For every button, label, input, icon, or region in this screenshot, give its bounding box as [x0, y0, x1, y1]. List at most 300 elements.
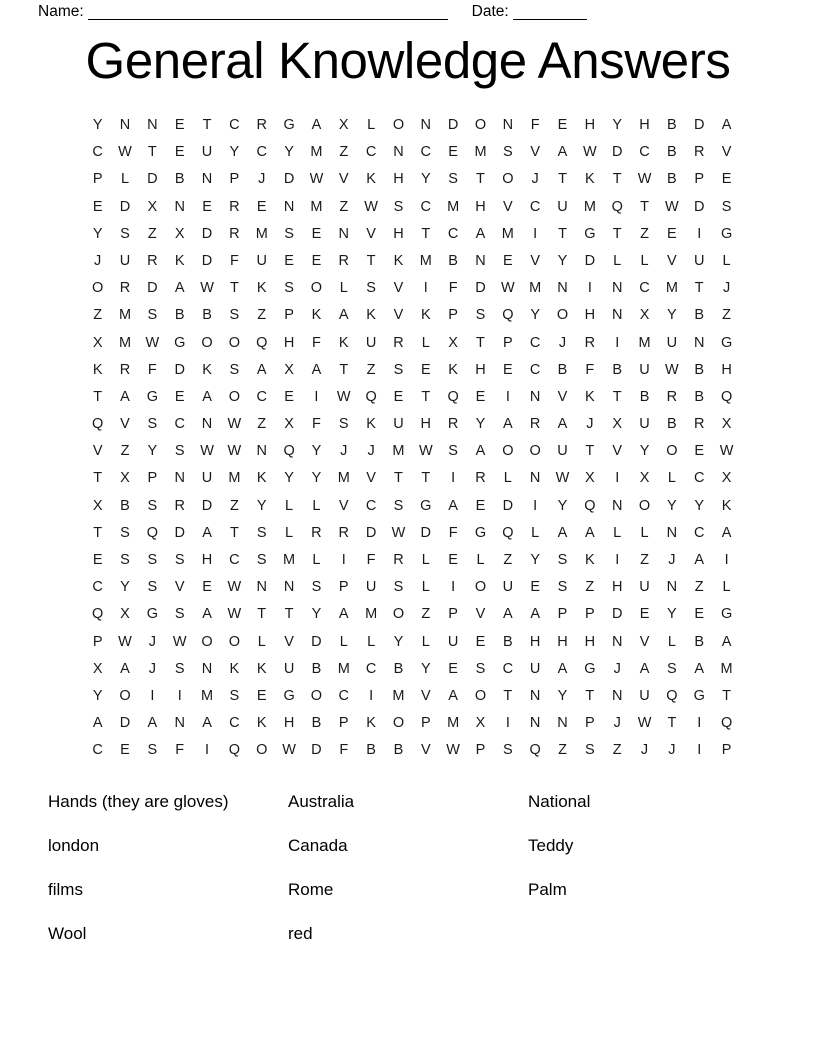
grid-cell[interactable]: W	[145, 334, 160, 351]
grid-cell[interactable]: W	[227, 579, 242, 596]
grid-cell[interactable]: Q	[502, 307, 514, 324]
grid-cell[interactable]: Y	[639, 443, 650, 460]
grid-cell[interactable]: Y	[667, 307, 677, 324]
grid-cell[interactable]: X	[92, 334, 103, 351]
grid-cell[interactable]: S	[120, 225, 130, 242]
grid-cell[interactable]: D	[311, 742, 322, 759]
grid-cell[interactable]: G	[720, 225, 733, 242]
grid-cell[interactable]: U	[447, 633, 459, 650]
grid-cell[interactable]: G	[584, 225, 596, 242]
grid-cell[interactable]: N	[420, 117, 432, 133]
grid-cell[interactable]: S	[229, 361, 240, 378]
grid-cell[interactable]: T	[229, 524, 239, 541]
grid-cell[interactable]: A	[585, 524, 595, 541]
grid-cell[interactable]: A	[311, 117, 322, 133]
grid-cell[interactable]: F	[448, 280, 458, 297]
grid-cell[interactable]: B	[502, 633, 513, 650]
grid-cell[interactable]: D	[693, 117, 705, 133]
grid-cell[interactable]: N	[529, 470, 541, 487]
grid-cell[interactable]: O	[310, 280, 323, 297]
grid-cell[interactable]: G	[720, 334, 733, 351]
grid-cell[interactable]: K	[256, 280, 267, 297]
grid-cell[interactable]: H	[475, 198, 486, 215]
grid-cell[interactable]: H	[475, 361, 486, 378]
grid-cell[interactable]: X	[448, 334, 458, 351]
grid-cell[interactable]: S	[393, 361, 404, 378]
grid-cell[interactable]: J	[94, 252, 102, 269]
grid-cell[interactable]: H	[584, 307, 596, 324]
grid-cell[interactable]: U	[529, 660, 541, 677]
grid-cell[interactable]: I	[369, 687, 374, 704]
grid-cell[interactable]: T	[667, 715, 677, 732]
grid-cell[interactable]: V	[366, 470, 376, 487]
grid-cell[interactable]: I	[314, 388, 319, 405]
grid-cell[interactable]: E	[92, 198, 103, 215]
grid-cell[interactable]: F	[585, 361, 595, 378]
grid-cell[interactable]: M	[529, 280, 542, 297]
grid-cell[interactable]: W	[364, 198, 378, 215]
grid-cell[interactable]: W	[583, 144, 597, 161]
grid-cell[interactable]: K	[420, 307, 431, 324]
grid-cell[interactable]: Q	[611, 198, 623, 215]
grid-cell[interactable]: T	[202, 117, 212, 133]
grid-cell[interactable]: Q	[447, 388, 459, 405]
grid-cell[interactable]: O	[201, 334, 213, 351]
grid-cell[interactable]: T	[612, 388, 622, 405]
grid-cell[interactable]: V	[530, 252, 540, 269]
grid-cell[interactable]: M	[638, 334, 651, 351]
grid-cell[interactable]: T	[229, 280, 239, 297]
word-list-item[interactable]: Palm	[528, 880, 567, 899]
grid-cell[interactable]: J	[367, 443, 375, 460]
grid-cell[interactable]: Y	[667, 606, 677, 623]
grid-cell[interactable]: A	[721, 633, 732, 650]
grid-cell[interactable]: S	[475, 307, 486, 324]
grid-cell[interactable]: V	[639, 633, 650, 650]
grid-cell[interactable]: J	[148, 660, 156, 677]
grid-cell[interactable]: B	[202, 307, 212, 324]
grid-cell[interactable]: R	[119, 361, 131, 378]
grid-cell[interactable]: O	[474, 117, 487, 133]
grid-cell[interactable]: O	[92, 280, 104, 297]
grid-cell[interactable]: O	[529, 443, 541, 460]
grid-cell[interactable]: C	[502, 660, 514, 677]
grid-cell[interactable]: A	[256, 361, 267, 378]
grid-cell[interactable]: I	[615, 470, 620, 487]
grid-cell[interactable]: S	[338, 416, 349, 433]
grid-cell[interactable]: D	[611, 144, 623, 161]
grid-cell[interactable]: E	[202, 198, 212, 215]
grid-cell[interactable]: A	[502, 416, 513, 433]
grid-cell[interactable]: N	[256, 443, 267, 460]
grid-cell[interactable]: S	[284, 225, 294, 242]
grid-cell[interactable]: H	[557, 633, 568, 650]
grid-cell[interactable]: U	[639, 687, 650, 704]
grid-cell[interactable]: Y	[284, 470, 294, 487]
grid-cell[interactable]: N	[557, 715, 568, 732]
grid-cell[interactable]: A	[721, 117, 732, 133]
grid-cell[interactable]: O	[392, 715, 405, 732]
grid-cell[interactable]: C	[229, 117, 240, 133]
grid-cell[interactable]: X	[120, 606, 130, 623]
grid-cell[interactable]: V	[284, 633, 294, 650]
grid-cell[interactable]: D	[611, 606, 623, 623]
grid-cell[interactable]: O	[228, 388, 241, 405]
grid-cell[interactable]: S	[502, 144, 513, 161]
grid-cell[interactable]: P	[229, 171, 240, 188]
grid-cell[interactable]: S	[147, 497, 158, 514]
grid-cell[interactable]: B	[667, 171, 677, 188]
grid-cell[interactable]: A	[557, 416, 568, 433]
grid-cell[interactable]: R	[475, 470, 486, 487]
grid-cell[interactable]: A	[448, 497, 458, 514]
grid-cell[interactable]: C	[338, 687, 349, 704]
grid-cell[interactable]: R	[666, 388, 678, 405]
grid-cell[interactable]: W	[637, 715, 652, 732]
grid-cell[interactable]: X	[721, 416, 732, 433]
grid-cell[interactable]: X	[174, 225, 185, 242]
grid-cell[interactable]: V	[667, 252, 677, 269]
grid-cell[interactable]: I	[615, 334, 620, 351]
grid-cell[interactable]: H	[393, 225, 404, 242]
grid-cell[interactable]: D	[502, 497, 514, 514]
grid-cell[interactable]: E	[530, 579, 540, 596]
grid-cell[interactable]: D	[174, 361, 185, 378]
grid-cell[interactable]: C	[256, 388, 267, 405]
grid-cell[interactable]: S	[393, 497, 404, 514]
grid-cell[interactable]: K	[229, 660, 240, 677]
grid-cell[interactable]: I	[533, 497, 538, 514]
grid-cell[interactable]: L	[667, 633, 676, 650]
grid-cell[interactable]: W	[118, 144, 132, 161]
grid-cell[interactable]: L	[339, 280, 348, 297]
grid-cell[interactable]: T	[476, 171, 485, 188]
grid-cell[interactable]: K	[585, 388, 595, 405]
grid-cell[interactable]: B	[366, 742, 376, 759]
grid-cell[interactable]: Y	[694, 497, 705, 514]
grid-cell[interactable]: P	[502, 334, 513, 351]
grid-cell[interactable]: S	[284, 280, 294, 297]
grid-cell[interactable]: R	[584, 334, 596, 351]
grid-cell[interactable]: U	[557, 443, 568, 460]
grid-cell[interactable]: N	[119, 117, 131, 133]
grid-cell[interactable]: N	[502, 117, 514, 133]
grid-cell[interactable]: N	[611, 307, 623, 324]
grid-cell[interactable]: F	[147, 361, 157, 378]
grid-cell[interactable]: D	[119, 715, 131, 732]
grid-cell[interactable]: M	[501, 225, 514, 242]
grid-cell[interactable]: Y	[475, 416, 486, 433]
grid-cell[interactable]: V	[612, 443, 623, 460]
grid-cell[interactable]: M	[392, 443, 405, 460]
grid-cell[interactable]: X	[612, 416, 623, 433]
grid-cell[interactable]: I	[697, 715, 702, 732]
grid-cell[interactable]: K	[202, 361, 212, 378]
grid-cell[interactable]: A	[557, 524, 568, 541]
grid-cell[interactable]: R	[447, 416, 459, 433]
grid-cell[interactable]: A	[448, 687, 458, 704]
grid-cell[interactable]: M	[337, 470, 350, 487]
grid-cell[interactable]: P	[721, 742, 732, 759]
grid-cell[interactable]: Y	[92, 225, 103, 242]
grid-cell[interactable]: B	[612, 361, 623, 378]
grid-cell[interactable]: U	[666, 334, 678, 351]
name-input-rule[interactable]	[88, 6, 448, 20]
grid-cell[interactable]: I	[615, 552, 620, 568]
grid-cell[interactable]: I	[505, 388, 510, 405]
grid-cell[interactable]: L	[421, 552, 430, 568]
grid-cell[interactable]: R	[229, 225, 240, 242]
grid-cell[interactable]: S	[256, 552, 267, 568]
grid-cell[interactable]: D	[201, 252, 213, 269]
grid-cell[interactable]: N	[529, 687, 541, 704]
grid-cell[interactable]: D	[147, 171, 158, 188]
grid-cell[interactable]: K	[256, 470, 267, 487]
grid-cell[interactable]: T	[612, 171, 622, 188]
grid-cell[interactable]: I	[724, 552, 729, 568]
grid-cell[interactable]: K	[393, 252, 404, 269]
grid-cell[interactable]: K	[721, 497, 732, 514]
grid-cell[interactable]: F	[448, 524, 458, 541]
grid-cell[interactable]: K	[585, 552, 595, 568]
grid-cell[interactable]: E	[174, 388, 185, 405]
grid-cell[interactable]: S	[147, 552, 158, 568]
grid-cell[interactable]: A	[694, 660, 705, 677]
grid-cell[interactable]: W	[555, 470, 570, 487]
grid-cell[interactable]: E	[202, 579, 212, 596]
grid-cell[interactable]: E	[475, 388, 486, 405]
grid-cell[interactable]: C	[693, 470, 705, 487]
grid-cell[interactable]: L	[312, 497, 321, 514]
grid-cell[interactable]: P	[420, 715, 431, 732]
grid-cell[interactable]: W	[227, 416, 242, 433]
grid-cell[interactable]: T	[612, 225, 622, 242]
grid-cell[interactable]: E	[174, 144, 185, 161]
grid-cell[interactable]: B	[174, 171, 185, 188]
grid-cell[interactable]: E	[92, 552, 103, 568]
grid-cell[interactable]: K	[366, 416, 376, 433]
grid-cell[interactable]: W	[391, 524, 406, 541]
grid-cell[interactable]: X	[475, 715, 486, 732]
grid-cell[interactable]: M	[118, 307, 132, 324]
word-list-item[interactable]: london	[48, 836, 100, 855]
grid-cell[interactable]: N	[201, 171, 213, 188]
grid-cell[interactable]: W	[637, 171, 652, 188]
grid-cell[interactable]: M	[419, 252, 432, 269]
grid-cell[interactable]: N	[611, 280, 623, 297]
grid-cell[interactable]: E	[475, 497, 486, 514]
grid-cell[interactable]: G	[420, 497, 432, 514]
grid-cell[interactable]: L	[613, 252, 622, 269]
grid-cell[interactable]: Y	[612, 117, 623, 133]
grid-cell[interactable]: Q	[720, 715, 733, 732]
grid-cell[interactable]: W	[172, 633, 187, 650]
grid-cell[interactable]: A	[202, 606, 212, 623]
grid-cell[interactable]: N	[174, 715, 185, 732]
grid-cell[interactable]: K	[174, 252, 185, 269]
grid-cell[interactable]: Q	[666, 687, 678, 704]
grid-cell[interactable]: L	[367, 633, 376, 650]
grid-cell[interactable]: M	[283, 552, 296, 568]
grid-cell[interactable]: K	[448, 361, 458, 378]
grid-cell[interactable]: S	[721, 198, 732, 215]
grid-cell[interactable]: H	[393, 171, 404, 188]
grid-cell[interactable]: B	[393, 660, 404, 677]
grid-cell[interactable]: T	[640, 198, 649, 215]
grid-cell[interactable]: X	[92, 660, 103, 677]
grid-cell[interactable]: U	[693, 252, 705, 269]
grid-cell[interactable]: I	[505, 715, 510, 732]
grid-cell[interactable]: Z	[640, 225, 649, 242]
grid-cell[interactable]: N	[256, 579, 267, 596]
grid-cell[interactable]: C	[420, 198, 432, 215]
grid-cell[interactable]: T	[147, 144, 157, 161]
word-list-item[interactable]: Wool	[48, 924, 87, 943]
grid-cell[interactable]: D	[693, 198, 705, 215]
grid-cell[interactable]: J	[640, 742, 649, 759]
grid-cell[interactable]: L	[531, 524, 540, 541]
grid-cell[interactable]: L	[722, 252, 731, 269]
grid-cell[interactable]: O	[502, 171, 514, 188]
grid-cell[interactable]: A	[639, 660, 650, 677]
grid-cell[interactable]: Y	[420, 171, 431, 188]
grid-cell[interactable]: B	[667, 117, 677, 133]
grid-cell[interactable]: Q	[502, 524, 514, 541]
grid-cell[interactable]: V	[174, 579, 185, 596]
grid-cell[interactable]: M	[201, 687, 214, 704]
grid-cell[interactable]: X	[92, 497, 103, 514]
grid-cell[interactable]: X	[284, 361, 294, 378]
grid-cell[interactable]: E	[694, 606, 705, 623]
grid-cell[interactable]: X	[284, 416, 294, 433]
grid-cell[interactable]: C	[256, 144, 267, 161]
grid-cell[interactable]: V	[502, 198, 513, 215]
grid-cell[interactable]: I	[177, 687, 182, 704]
grid-cell[interactable]: Y	[311, 443, 322, 460]
grid-cell[interactable]: F	[311, 334, 321, 351]
grid-cell[interactable]: N	[557, 280, 568, 297]
grid-cell[interactable]: W	[719, 443, 734, 460]
grid-cell[interactable]: Y	[229, 144, 240, 161]
grid-cell[interactable]: Y	[311, 606, 322, 623]
grid-cell[interactable]: A	[202, 388, 212, 405]
grid-cell[interactable]: A	[147, 715, 158, 732]
grid-cell[interactable]: V	[366, 225, 376, 242]
grid-cell[interactable]: L	[339, 633, 348, 650]
grid-cell[interactable]: S	[174, 443, 185, 460]
grid-cell[interactable]: M	[228, 470, 241, 487]
grid-cell[interactable]: D	[447, 117, 459, 133]
grid-cell[interactable]: U	[365, 334, 377, 351]
grid-cell[interactable]: E	[667, 225, 677, 242]
grid-cell[interactable]: A	[120, 388, 130, 405]
word-list-item[interactable]: red	[288, 924, 313, 943]
grid-cell[interactable]: U	[502, 579, 514, 596]
grid-cell[interactable]: Z	[366, 361, 376, 378]
grid-cell[interactable]: H	[201, 552, 213, 568]
grid-cell[interactable]: C	[174, 416, 185, 433]
grid-cell[interactable]: L	[257, 633, 266, 650]
grid-cell[interactable]: R	[529, 416, 541, 433]
grid-cell[interactable]: R	[229, 198, 240, 215]
grid-cell[interactable]: N	[283, 198, 295, 215]
grid-cell[interactable]: V	[393, 280, 404, 297]
grid-cell[interactable]: S	[147, 579, 158, 596]
grid-cell[interactable]: V	[557, 388, 568, 405]
grid-cell[interactable]: Y	[420, 660, 431, 677]
grid-cell[interactable]: F	[311, 416, 321, 433]
grid-cell[interactable]: W	[418, 443, 433, 460]
grid-cell[interactable]: S	[311, 579, 322, 596]
grid-cell[interactable]: I	[341, 552, 346, 568]
grid-cell[interactable]: C	[447, 225, 459, 242]
grid-cell[interactable]: Z	[229, 497, 239, 514]
grid-cell[interactable]: L	[421, 633, 430, 650]
grid-cell[interactable]: S	[366, 280, 376, 297]
grid-cell[interactable]: O	[556, 307, 569, 324]
grid-cell[interactable]: O	[666, 443, 678, 460]
grid-cell[interactable]: N	[338, 225, 349, 242]
grid-cell[interactable]: K	[585, 171, 595, 188]
grid-cell[interactable]: V	[92, 443, 103, 460]
grid-cell[interactable]: W	[200, 280, 214, 297]
grid-cell[interactable]: V	[721, 144, 732, 161]
grid-cell[interactable]: D	[174, 524, 185, 541]
grid-cell[interactable]: B	[393, 742, 404, 759]
grid-cell[interactable]: E	[256, 687, 267, 704]
grid-cell[interactable]: G	[146, 606, 158, 623]
grid-cell[interactable]: E	[311, 225, 322, 242]
grid-cell[interactable]: C	[365, 497, 377, 514]
grid-cell[interactable]: P	[585, 606, 595, 623]
grid-cell[interactable]: M	[337, 660, 350, 677]
grid-cell[interactable]: T	[257, 606, 267, 623]
date-input-rule[interactable]	[513, 6, 587, 20]
grid-cell[interactable]: B	[174, 307, 185, 324]
grid-cell[interactable]: N	[611, 633, 623, 650]
grid-cell[interactable]: J	[558, 334, 567, 351]
grid-cell[interactable]: J	[613, 660, 621, 677]
grid-cell[interactable]: N	[393, 144, 404, 161]
word-list-item[interactable]: National	[528, 792, 591, 811]
grid-cell[interactable]: S	[557, 579, 568, 596]
grid-cell[interactable]: O	[119, 687, 131, 704]
grid-cell[interactable]: Z	[120, 443, 130, 460]
grid-cell[interactable]: G	[720, 606, 733, 623]
grid-cell[interactable]: W	[446, 742, 460, 759]
grid-cell[interactable]: R	[147, 252, 158, 269]
grid-cell[interactable]: Y	[147, 443, 158, 460]
grid-cell[interactable]: M	[310, 144, 323, 161]
grid-cell[interactable]: E	[311, 252, 322, 269]
grid-cell[interactable]: I	[451, 470, 456, 487]
grid-cell[interactable]: H	[584, 633, 596, 650]
grid-cell[interactable]: Y	[284, 144, 294, 161]
grid-cell[interactable]: T	[366, 252, 376, 269]
grid-cell[interactable]: A	[338, 606, 349, 623]
grid-cell[interactable]: K	[366, 307, 376, 324]
grid-cell[interactable]: A	[311, 361, 322, 378]
grid-cell[interactable]: J	[148, 633, 156, 650]
grid-cell[interactable]: C	[229, 715, 240, 732]
grid-cell[interactable]: Y	[393, 633, 404, 650]
grid-cell[interactable]: T	[421, 388, 431, 405]
grid-cell[interactable]: E	[721, 171, 732, 188]
grid-cell[interactable]: T	[585, 443, 595, 460]
grid-cell[interactable]: R	[174, 497, 185, 514]
grid-cell[interactable]: K	[366, 715, 376, 732]
grid-cell[interactable]: E	[393, 388, 404, 405]
